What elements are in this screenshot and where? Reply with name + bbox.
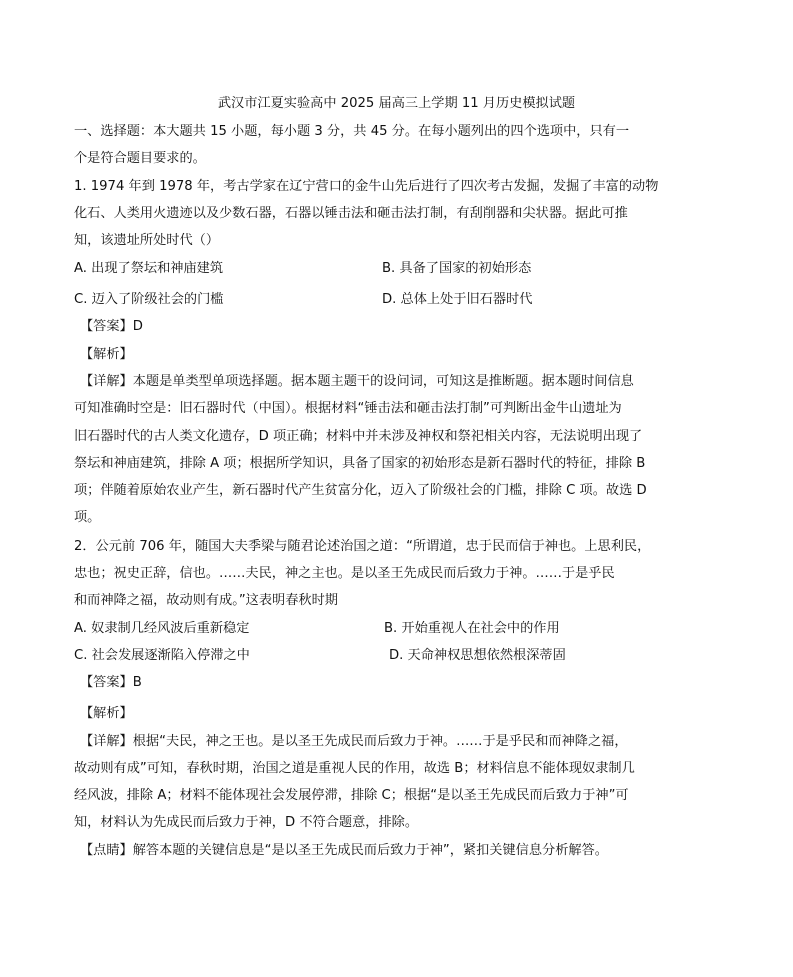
q1-stem-line-2: 化石、人类用火遗迹以及少数石器，石器以锤击法和砸击法打制，有刮削器和尖状器。据此可推 (74, 206, 628, 221)
section-header-line-2: 个是符合题目要求的。 (74, 151, 206, 166)
q2-stem-line-1: 2．公元前 706 年，随国大夫季梁与随君论述治国之道：“所谓道，忠于民而信于神也。上思利民， (74, 539, 651, 554)
q2-option-d: D. 天命神权思想依然根深蒂固 (389, 648, 566, 663)
q1-analysis-label: 【解析】 (80, 347, 133, 362)
q2-tip-label: 【点睛】 (80, 843, 133, 858)
q2-detail-line-2: 故动则有成”可知，春秋时期，治国之道是重视人民的作用，故选 B；材料信息不能体现奴隶制几 (74, 761, 635, 776)
q2-answer (80, 673, 142, 693)
q1-detail-text-1: 本题是单类型单项选择题。据本题主题干的设问词，可知这是推断题。据本题时间信息 (132, 374, 634, 389)
q1-detail-line-4: 祭坛和神庙建筑，排除 A 项；根据所学知识，具备了国家的初始形态是新石器时代的特征，排除 B (74, 456, 646, 471)
q2-option-a: A. 奴隶制几经风波后重新稳定 (74, 621, 250, 636)
q1-stem-line-1: 1. 1974 年到 1978 年，考古学家在辽宁营口的金牛山先后进行了四次考古发掘，发掘了丰富的动物 (74, 179, 659, 194)
q2-detail-label: 【详解】 (80, 734, 133, 749)
q1-detail-label: 【详解】 (80, 374, 133, 389)
q2-analysis-label: 【解析】 (80, 706, 133, 721)
q2-answer-label: 【答案】 (80, 675, 133, 690)
q1-option-b: B. 具备了国家的初始形态 (382, 261, 532, 276)
q1-detail-line-6: 项。 (74, 510, 101, 525)
q2-detail-line-3: 经风波，排除 A；材料不能体现社会发展停滞，排除 C；根据“是以圣王先成民而后致力于神”可 (74, 788, 629, 803)
q2-detail-text-1: 根据“夫民，神之王也。是以圣王先成民而后致力于神。……于是乎民和而神降之福， (132, 734, 628, 749)
q2-stem-line-2: 忠也；祝史正辞，信也。……夫民，神之主也。是以圣王先成民而后致力于神。……于是乎民 (74, 566, 615, 581)
q2-stem-line-3: 和而神降之福，故动则有成。”这表明春秋时期 (74, 593, 338, 608)
page-title: 武汉市江夏实验高中 2025 届高三上学期 11 月历史模拟试题 (217, 96, 576, 111)
q1-answer-label: 【答案】 (80, 319, 133, 334)
q2-answer-value: B (132, 675, 142, 690)
q2-detail-line-1 (80, 732, 628, 752)
q1-detail-line-3: 旧石器时代的古人类文化遗存，D 项正确；材料中并未涉及神权和祭祀相关内容，无法说明出现了 (74, 429, 643, 444)
q2-tip-text: 解答本题的关键信息是“是以圣王先成民而后致力于神”，紧扣关键信息分析解答。 (132, 843, 608, 858)
q2-detail-line-4: 知，材料认为先成民而后致力于神，D 不符合题意，排除。 (74, 815, 419, 830)
q1-answer-value: D (132, 319, 143, 334)
q1-stem-line-3: 知，该遗址所处时代（） (74, 233, 220, 248)
q1-detail-line-5: 项；伴随着原始农业产生，新石器时代产生贫富分化，迈入了阶级社会的门槛，排除 C 项。故选 D (74, 483, 647, 498)
section-header-line-1: 一、选择题：本大题共 15 小题，每小题 3 分，共 45 分。在每小题列出的四个选项中，只有一 (74, 124, 630, 139)
q1-option-d: D. 总体上处于旧石器时代 (382, 292, 533, 307)
q2-option-c: C. 社会发展逐渐陷入停滞之中 (74, 648, 250, 663)
q1-answer (80, 317, 143, 337)
q1-detail-line-2: 可知准确时空是：旧石器时代（中国）。根据材料“锤击法和砸击法打制”可判断出金牛山遗址为 (74, 401, 622, 416)
q2-tip (80, 841, 608, 861)
q1-option-a: A. 出现了祭坛和神庙建筑 (74, 261, 224, 276)
q1-detail-line-1 (80, 372, 634, 392)
q1-option-c: C. 迈入了阶级社会的门槛 (74, 292, 224, 307)
q2-option-b: B. 开始重视人在社会中的作用 (384, 621, 560, 636)
